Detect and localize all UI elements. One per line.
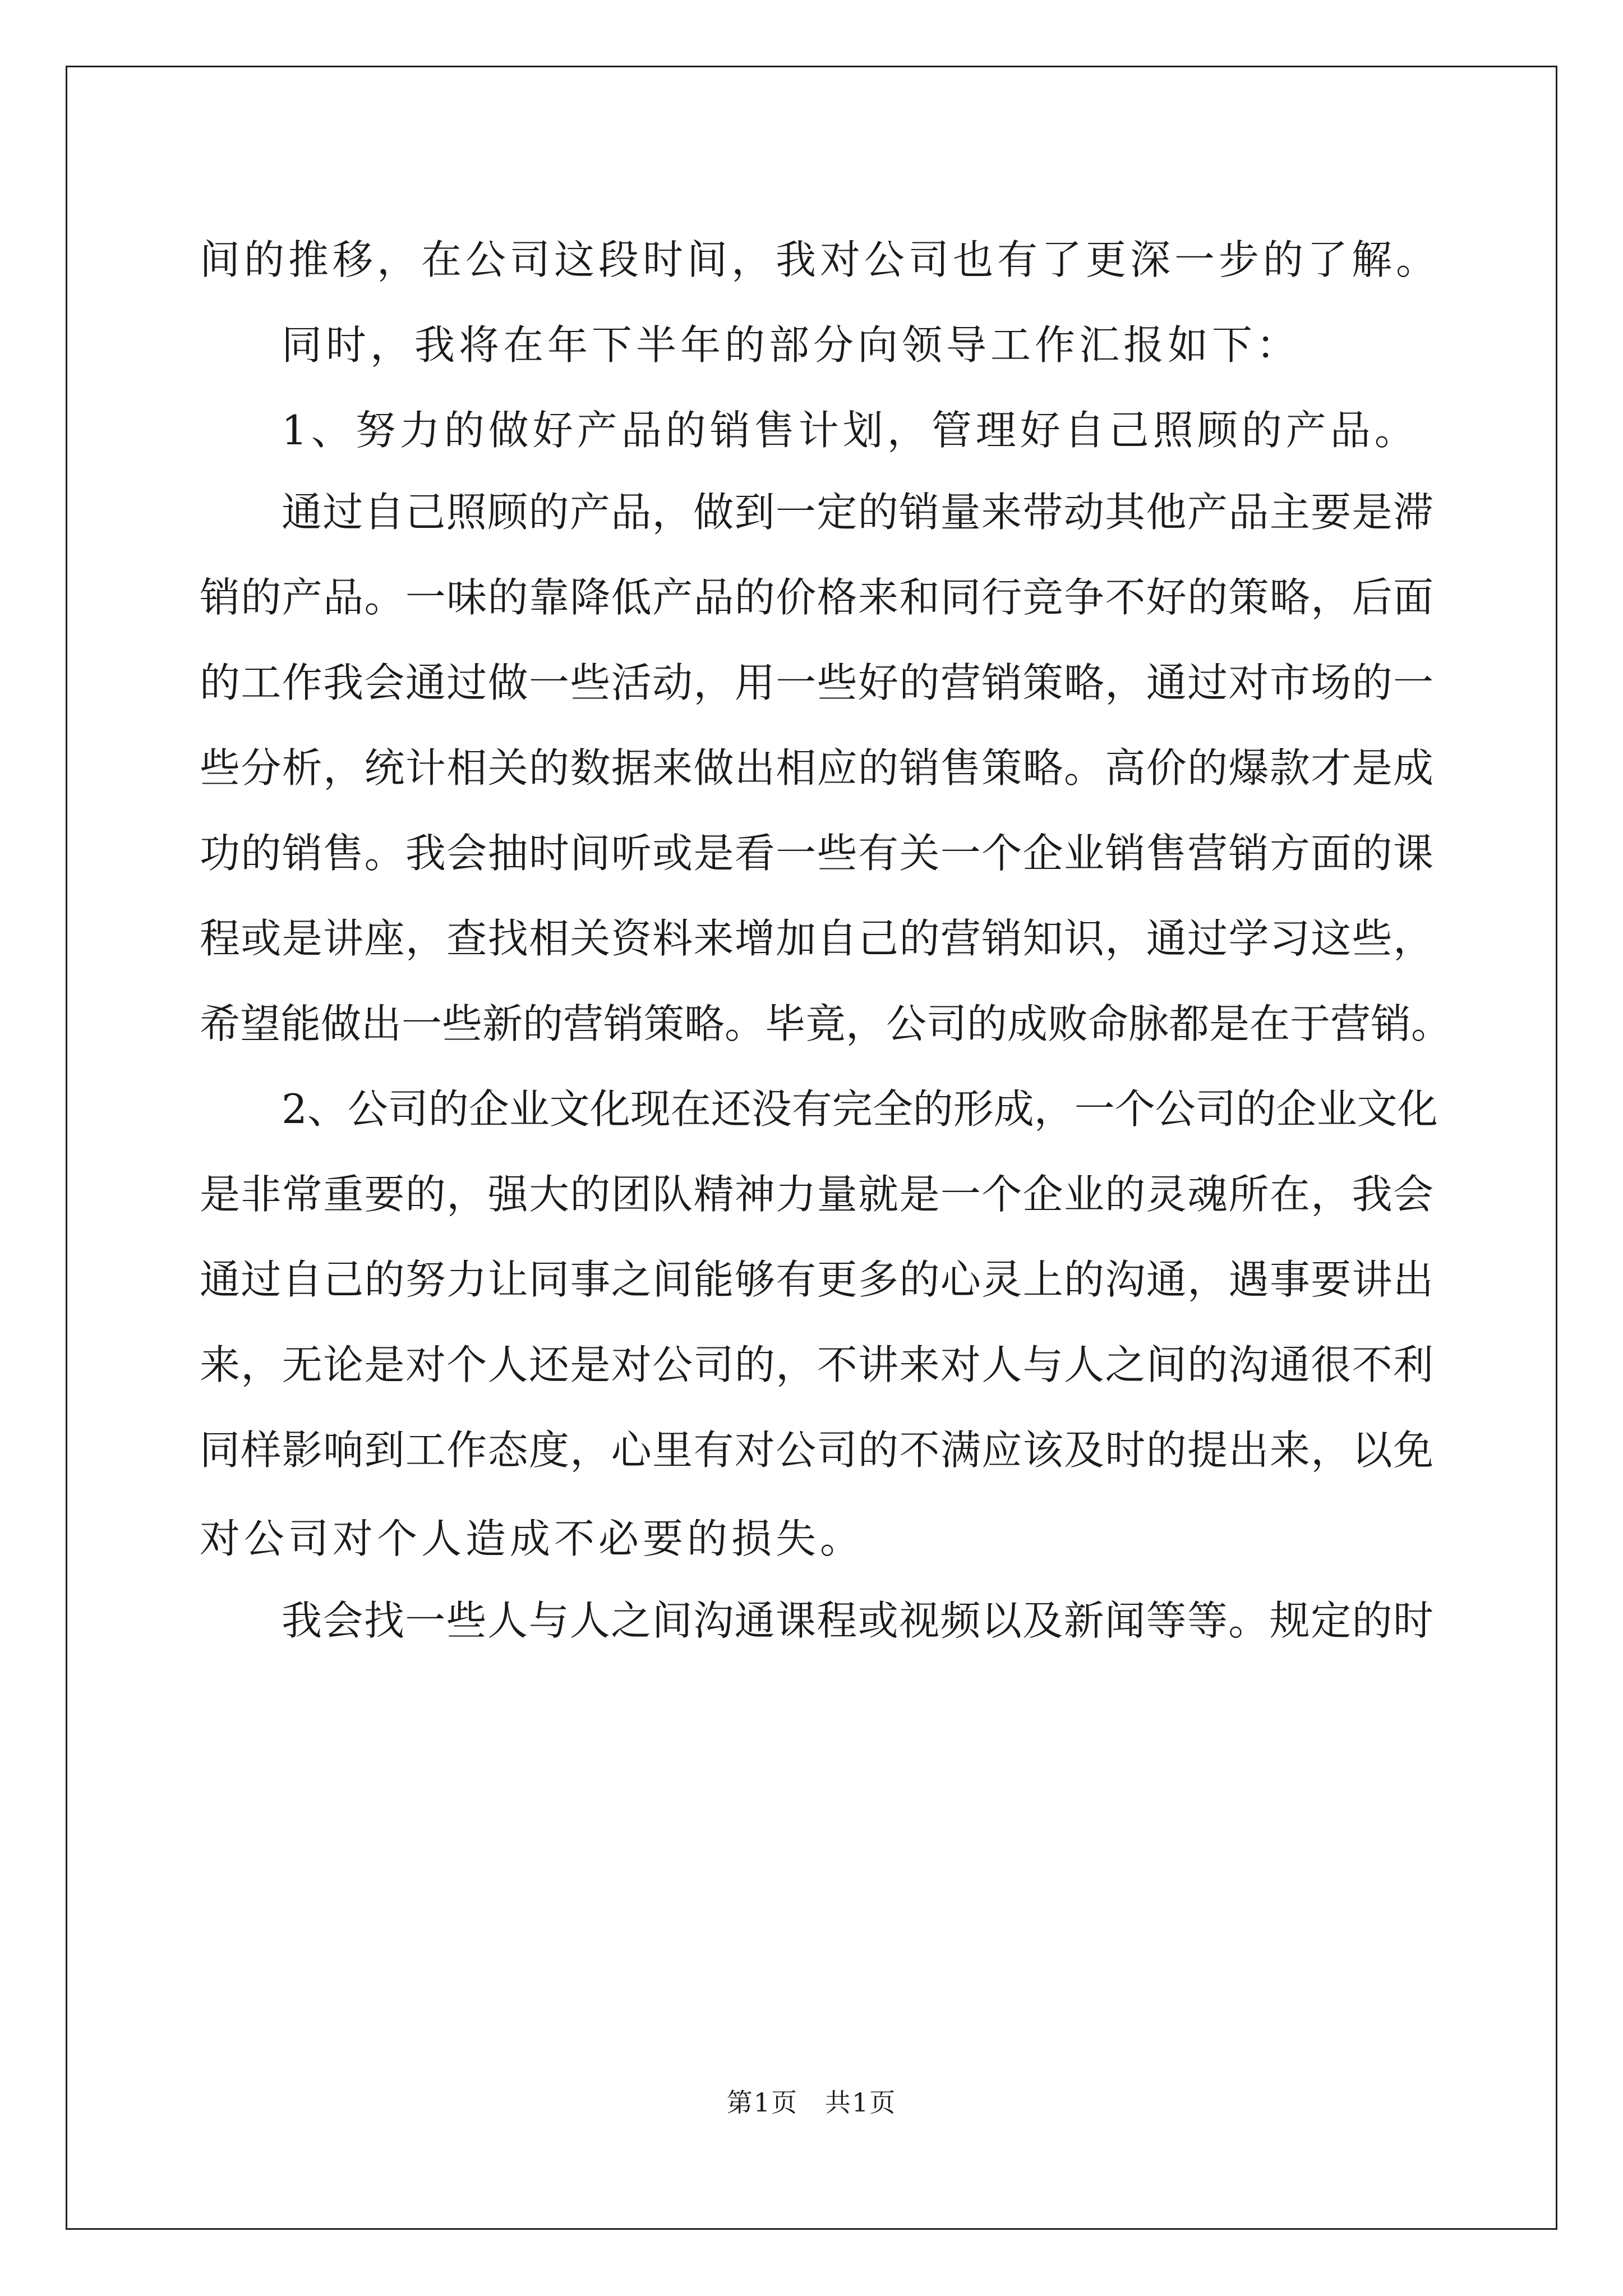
text-line: 间的推移，在公司这段时间，我对公司也有了更深一步的了解。 — [200, 236, 1441, 283]
text-line: 我会找一些人与人之间沟通课程或视频以及新闻等等。规定的时 — [282, 1597, 1433, 1644]
text-line: 功的销售。我会抽时间听或是看一些有关一个企业销售营销方面的课 — [200, 830, 1433, 877]
text-line: 程或是讲座，查找相关资料来增加自己的营销知识，通过学习这些， — [200, 915, 1433, 962]
text-line: 些分析，统计相关的数据来做出相应的销售策略。高价的爆款才是成 — [200, 744, 1433, 792]
text-line: 通过自己照顾的产品，做到一定的销量来带动其他产品主要是滞 — [282, 489, 1433, 536]
text-line: 对公司对个人造成不必要的损失。 — [200, 1515, 865, 1562]
text-line: 同样影响到工作态度，心里有对公司的不满应该及时的提出来，以免 — [200, 1427, 1433, 1474]
text-line: 同时，我将在年下半年的部分向领导工作汇报如下： — [282, 321, 1301, 369]
text-line: 销的产品。一味的靠降低产品的价格来和同行竞争不好的策略，后面 — [200, 574, 1433, 621]
text-line: 1、努力的做好产品的销售计划，管理好自己照顾的产品。 — [282, 407, 1419, 454]
text-line: 的工作我会通过做一些活动，用一些好的营销策略，通过对市场的一 — [200, 659, 1433, 706]
text-line: 来，无论是对个人还是对公司的，不讲来对人与人之间的沟通很不利 — [200, 1341, 1433, 1388]
text-line: 2、公司的企业文化现在还没有完全的形成，一个公司的企业文化 — [282, 1085, 1438, 1133]
text-line: 是非常重要的，强大的团队精神力量就是一个企业的灵魂所在，我会 — [200, 1171, 1433, 1218]
page-footer: 第1页 共1页 — [726, 2087, 897, 2118]
text-line: 通过自己的努力让同事之间能够有更多的心灵上的沟通，遇事要讲出 — [200, 1256, 1433, 1303]
text-line: 希望能做出一些新的营销策略。毕竟，公司的成败命脉都是在于营销。 — [200, 1000, 1452, 1047]
document-body — [200, 214, 1452, 1663]
